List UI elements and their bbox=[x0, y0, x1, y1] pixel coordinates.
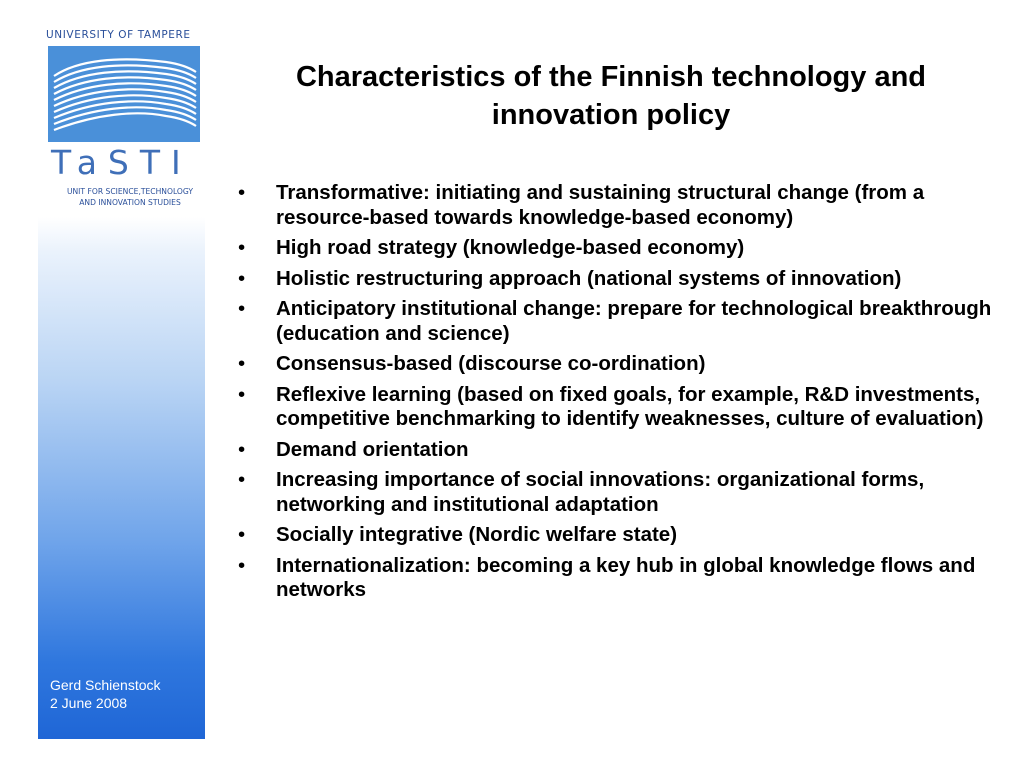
bullet-text: Reflexive learning (based on fixed goals, for example, R&D investments, competitive benchmarking to identify weaknesses, culture of evaluation) bbox=[276, 382, 984, 430]
bullet-text: High road strategy (knowledge-based economy) bbox=[276, 236, 745, 259]
university-name: UNIVERSITY OF TAMPERE bbox=[46, 29, 191, 41]
unit-logo-text: TaSTI bbox=[51, 143, 192, 182]
bullet-item bbox=[238, 297, 1008, 346]
bullet-icon: • bbox=[238, 437, 246, 461]
bullet-icon: • bbox=[238, 553, 246, 577]
author-name: Gerd Schienstock bbox=[50, 677, 161, 693]
title-line-2: innovation policy bbox=[491, 99, 731, 131]
bullet-icon: • bbox=[238, 468, 246, 491]
bullet-icon: • bbox=[238, 266, 246, 290]
slide-footer bbox=[50, 676, 161, 712]
title-line-1: Characteristics of the Finnish technology and bbox=[295, 61, 927, 93]
bullet-icon: • bbox=[238, 236, 246, 259]
bullet-text: Demand orientation bbox=[276, 437, 469, 461]
bullet-list bbox=[238, 181, 1008, 609]
bullet-text: Socially integrative (Nordic welfare state) bbox=[276, 523, 678, 546]
bullet-item bbox=[238, 267, 1008, 292]
bullet-text: Holistic restructuring approach (national systems of innovation) bbox=[276, 266, 902, 290]
bullet-item bbox=[238, 554, 1008, 603]
bullet-item bbox=[238, 383, 1008, 432]
slide-title bbox=[226, 58, 996, 134]
bullet-text: Anticipatory institutional change: prepare for technological breakthrough (education and science) bbox=[276, 297, 992, 345]
bullet-item bbox=[238, 468, 1008, 517]
bullet-icon: • bbox=[238, 297, 246, 320]
bullet-item bbox=[238, 523, 1008, 548]
bullet-item bbox=[238, 352, 1008, 377]
unit-name-line1: UNIT FOR SCIENCE,TECHNOLOGY bbox=[66, 187, 194, 196]
bullet-icon: • bbox=[238, 382, 246, 406]
bullet-text: Transformative: initiating and sustaining structural change (from a resource-based towards knowledge-based economy) bbox=[276, 181, 925, 229]
bullet-item bbox=[238, 181, 1008, 230]
university-logo bbox=[38, 22, 205, 217]
bullet-text: Internationalization: becoming a key hub in global knowledge flows and networks bbox=[276, 553, 976, 601]
bullet-icon: • bbox=[238, 181, 246, 204]
bullet-text: Consensus-based (discourse co-ordination) bbox=[276, 352, 706, 375]
unit-full-name bbox=[55, 186, 205, 208]
bullet-item bbox=[238, 236, 1008, 261]
presentation-date: 2 June 2008 bbox=[50, 695, 128, 711]
bullet-item bbox=[238, 438, 1008, 463]
bullet-icon: • bbox=[238, 352, 246, 375]
university-emblem-icon bbox=[48, 46, 200, 142]
bullet-icon: • bbox=[238, 523, 246, 546]
bullet-text: Increasing importance of social innovations: organizational forms, networking and institutional adaptation bbox=[276, 468, 925, 516]
sidebar bbox=[38, 22, 205, 739]
unit-name-line2: AND INNOVATION STUDIES bbox=[79, 198, 181, 207]
